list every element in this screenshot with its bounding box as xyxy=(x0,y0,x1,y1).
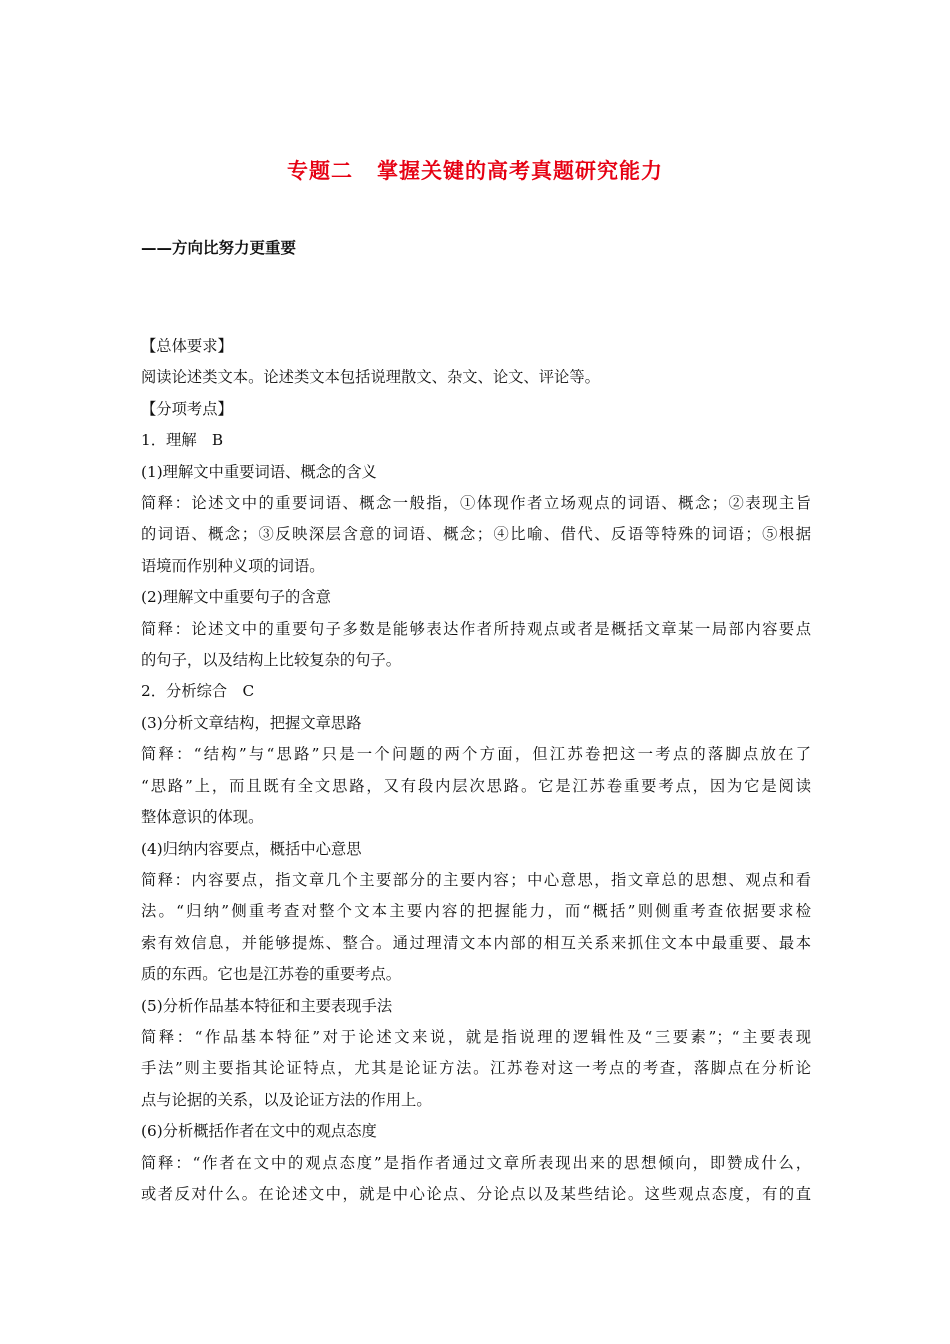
paragraph-line: 简释：“作者在文中的观点态度”是指作者通过文章所表现出来的思想倾向，即赞成什么， xyxy=(141,1153,811,1172)
paragraph-line: 简释：论述文中的重要词语、概念一般指，①体现作者立场观点的词语、概念；②表现主旨 xyxy=(141,494,811,513)
paragraph-line: 阅读论述类文本。论述类文本包括说理散文、杂文、论文、评论等。 xyxy=(141,368,600,387)
paragraph-line: 简释：“结构”与“思路”只是一个问题的两个方面，但江苏卷把这一考点的落脚点放在了 xyxy=(141,745,811,764)
subitem-heading: (3)分析文章结构，把握文章思路 xyxy=(141,713,362,732)
paragraph-line: 手法”则主要指其论证特点，尤其是论证方法。江苏卷对这一考点的考查，落脚点在分析论 xyxy=(141,1059,811,1078)
document-body xyxy=(141,331,811,1210)
paragraph-line: 点与论据的关系，以及论证方法的作用上。 xyxy=(141,1090,432,1109)
paragraph-line: 语境而作别种义项的词语。 xyxy=(141,556,325,575)
paragraph-line: 的句子，以及结构上比较复杂的句子。 xyxy=(141,651,402,670)
paragraph-line: 简释：内容要点，指文章几个主要部分的主要内容；中心意思，指文章总的思想、观点和看 xyxy=(141,870,811,889)
title-topic-number: 专题二 xyxy=(287,159,353,183)
title-topic-text: 掌握关键的高考真题研究能力 xyxy=(377,159,663,183)
paragraph-line: 简释：论述文中的重要句子多数是能够表达作者所持观点或者是概括文章某一局部内容要点 xyxy=(141,619,811,638)
item-heading: 1．理解 B xyxy=(141,431,224,450)
subitem-heading: (5)分析作品基本特征和主要表现手法 xyxy=(141,996,393,1015)
subitem-heading: (1)理解文中重要词语、概念的含义 xyxy=(141,462,377,481)
paragraph-line: 或者反对什么。在论述文中，就是中心论点、分论点以及某些结论。这些观点态度，有的直 xyxy=(141,1184,811,1203)
paragraph-line: 质的东西。它也是江苏卷的重要考点。 xyxy=(141,965,402,984)
page-title xyxy=(0,155,950,185)
paragraph-line: 简释：“作品基本特征”对于论述文来说，就是指说理的逻辑性及“三要素”；“主要表现 xyxy=(141,1027,811,1046)
subitem-heading: (4)归纳内容要点，概括中心意思 xyxy=(141,839,362,858)
paragraph-line: “思路”上，而且既有全文思路，又有段内层次思路。它是江苏卷重要考点，因为它是阅读 xyxy=(141,776,811,795)
paragraph-line: 法。“归纳”侧重考查对整个文本主要内容的把握能力，而“概括”则侧重考查依据要求检 xyxy=(141,902,811,921)
page-subtitle: ——方向比努力更重要 xyxy=(141,239,297,257)
paragraph-line: 索有效信息，并能够提炼、整合。通过理清文本内部的相互关系来抓住文本中最重要、最本 xyxy=(141,933,811,952)
item-heading: 2．分析综合 C xyxy=(141,682,255,701)
subitem-heading: (6)分析概括作者在文中的观点态度 xyxy=(141,1122,377,1141)
section-heading: 【分项考点】 xyxy=(141,399,233,418)
subitem-heading: (2)理解文中重要句子的含意 xyxy=(141,588,331,607)
section-heading: 【总体要求】 xyxy=(141,337,233,355)
paragraph-line: 的词语、概念；③反映深层含意的词语、概念；④比喻、借代、反语等特殊的词语；⑤根据 xyxy=(141,525,811,544)
paragraph-line: 整体意识的体现。 xyxy=(141,808,264,827)
